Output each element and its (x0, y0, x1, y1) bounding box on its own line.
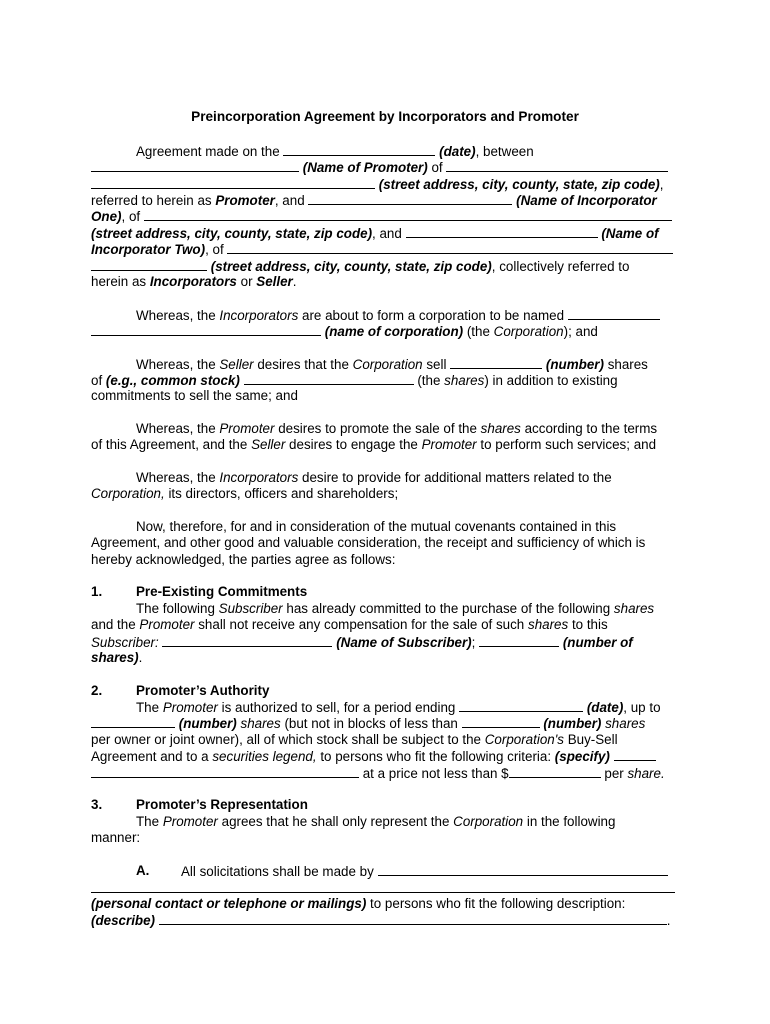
incorporator-two-address-blank-2[interactable] (91, 258, 207, 271)
section-3-title: Promoter’s Representation (136, 797, 308, 812)
section-3-line-2: manner: (91, 830, 141, 845)
section-2-heading: 2. (91, 683, 103, 698)
price-blank[interactable] (509, 765, 601, 778)
agreement-line-2: (Name of Promoter) of (91, 159, 668, 176)
section-3-line-1: The Promoter agrees that he shall only represent the Corporation in the following (136, 814, 616, 829)
section-3-heading: 3. (91, 797, 103, 812)
agreement-line-1: Agreement made on the (date), between (136, 144, 534, 159)
document-title: Preincorporation Agreement by Incorporators and Promoter (191, 109, 579, 124)
section-2-line-5: at a price not less than $ per share. (91, 765, 665, 782)
whereas-2-line-1: Whereas, the Seller desires that the Corporation sell (number) shares (136, 357, 648, 372)
agreement-line-5: One), of (91, 208, 672, 225)
criteria-blank-2[interactable] (91, 765, 359, 778)
consideration-line-2: Agreement, and other good and valuable consideration, the receipt and sufficiency of which is (91, 535, 646, 550)
agreement-line-7: Incorporator Two), of (91, 241, 673, 258)
agreement-line-4: referred to herein as Promoter, and (Name of Incorporator (91, 193, 657, 208)
agreement-line-9: herein as Incorporators or Seller. (91, 274, 297, 289)
whereas-4-line-1: Whereas, the Incorporators desire to provide for additional matters related to the (136, 470, 612, 485)
date-blank[interactable] (283, 143, 435, 156)
max-shares-blank[interactable] (91, 715, 175, 728)
subscriber-name-blank[interactable] (162, 634, 332, 647)
corporation-name-blank-2[interactable] (91, 323, 321, 336)
agreement-line-8: (street address, city, county, state, zip code), collectively referred to (91, 258, 629, 275)
share-number-blank[interactable] (450, 356, 542, 369)
agreement-line-6: (street address, city, county, state, zip code), and (Name of (91, 226, 659, 241)
incorporator-one-blank[interactable] (308, 192, 512, 205)
whereas-1-line-2: (name of corporation) (the Corporation); and (91, 323, 598, 340)
section-1-line-4: shares). (91, 650, 143, 665)
whereas-2-line-2: of (e.g., common stock) (the shares) in addition to existing (91, 373, 618, 388)
section-1-line-3: Subscriber: (Name of Subscriber); (number of (91, 635, 633, 650)
promoter-address-blank[interactable] (446, 159, 668, 172)
stock-type-blank[interactable] (244, 372, 414, 385)
description-blank[interactable] (159, 912, 667, 925)
incorporator-two-address-blank[interactable] (227, 241, 673, 254)
section-2-line-3: per owner or joint owner), all of which stock shall be subject to the Corporation's Buy-Sell (91, 732, 618, 747)
section-3a-line-3: (personal contact or telephone or mailings) to persons who fit the following description: (91, 896, 626, 911)
whereas-2-line-3: commitments to sell the same; and (91, 388, 298, 403)
whereas-4-line-2: Corporation, its directors, officers and shareholders; (91, 486, 399, 501)
consideration-line-3: hereby acknowledged, the parties agree as follows: (91, 552, 396, 567)
whereas-3-line-1: Whereas, the Promoter desires to promote the sale of the shares according to the terms (136, 421, 658, 436)
section-2-line-2: (number) shares (but not in blocks of less than (number) shares (91, 715, 645, 732)
solicitation-method-blank[interactable] (378, 863, 668, 876)
solicitation-method-blank-2[interactable] (91, 880, 675, 893)
corporation-name-blank[interactable] (568, 307, 660, 320)
section-1-title: Pre-Existing Commitments (136, 584, 308, 599)
section-1-heading: 1. (91, 584, 103, 599)
incorporator-two-blank[interactable] (406, 225, 598, 238)
section-1-line-2: and the Promoter shall not receive any compensation for the sale of such shares to this (91, 617, 608, 632)
section-3a-line-1: All solicitations shall be made by (181, 863, 668, 880)
whereas-1-line-1: Whereas, the Incorporators are about to form a corporation to be named (136, 307, 660, 324)
period-end-date-blank[interactable] (459, 699, 583, 712)
section-3a-line-2 (91, 880, 675, 897)
agreement-line-3: (street address, city, county, state, zip code), (91, 176, 664, 193)
min-block-blank[interactable] (462, 715, 540, 728)
consideration-line-1: Now, therefore, for and in consideration of the mutual covenants contained in this (136, 519, 617, 534)
incorporator-one-address-blank[interactable] (144, 208, 672, 221)
section-1-line-1: The following Subscriber has already committed to the purchase of the following shares (136, 601, 655, 616)
promoter-name-blank[interactable] (91, 159, 299, 172)
section-2-line-4: Agreement and to a securities legend, to persons who fit the following criteria: (specify) (91, 748, 656, 765)
section-2-line-1: The Promoter is authorized to sell, for a period ending (date), up to (136, 700, 661, 715)
section-3a-letter: A. (136, 863, 150, 878)
promoter-address-blank-2[interactable] (91, 176, 375, 189)
section-3a-line-4: (describe) . (91, 913, 671, 928)
subscriber-shares-blank[interactable] (479, 634, 559, 647)
whereas-3-line-2: of this Agreement, and the Seller desires to engage the Promoter to perform such services; and (91, 437, 657, 452)
section-2-title: Promoter’s Authority (136, 683, 270, 698)
criteria-blank[interactable] (614, 748, 656, 761)
